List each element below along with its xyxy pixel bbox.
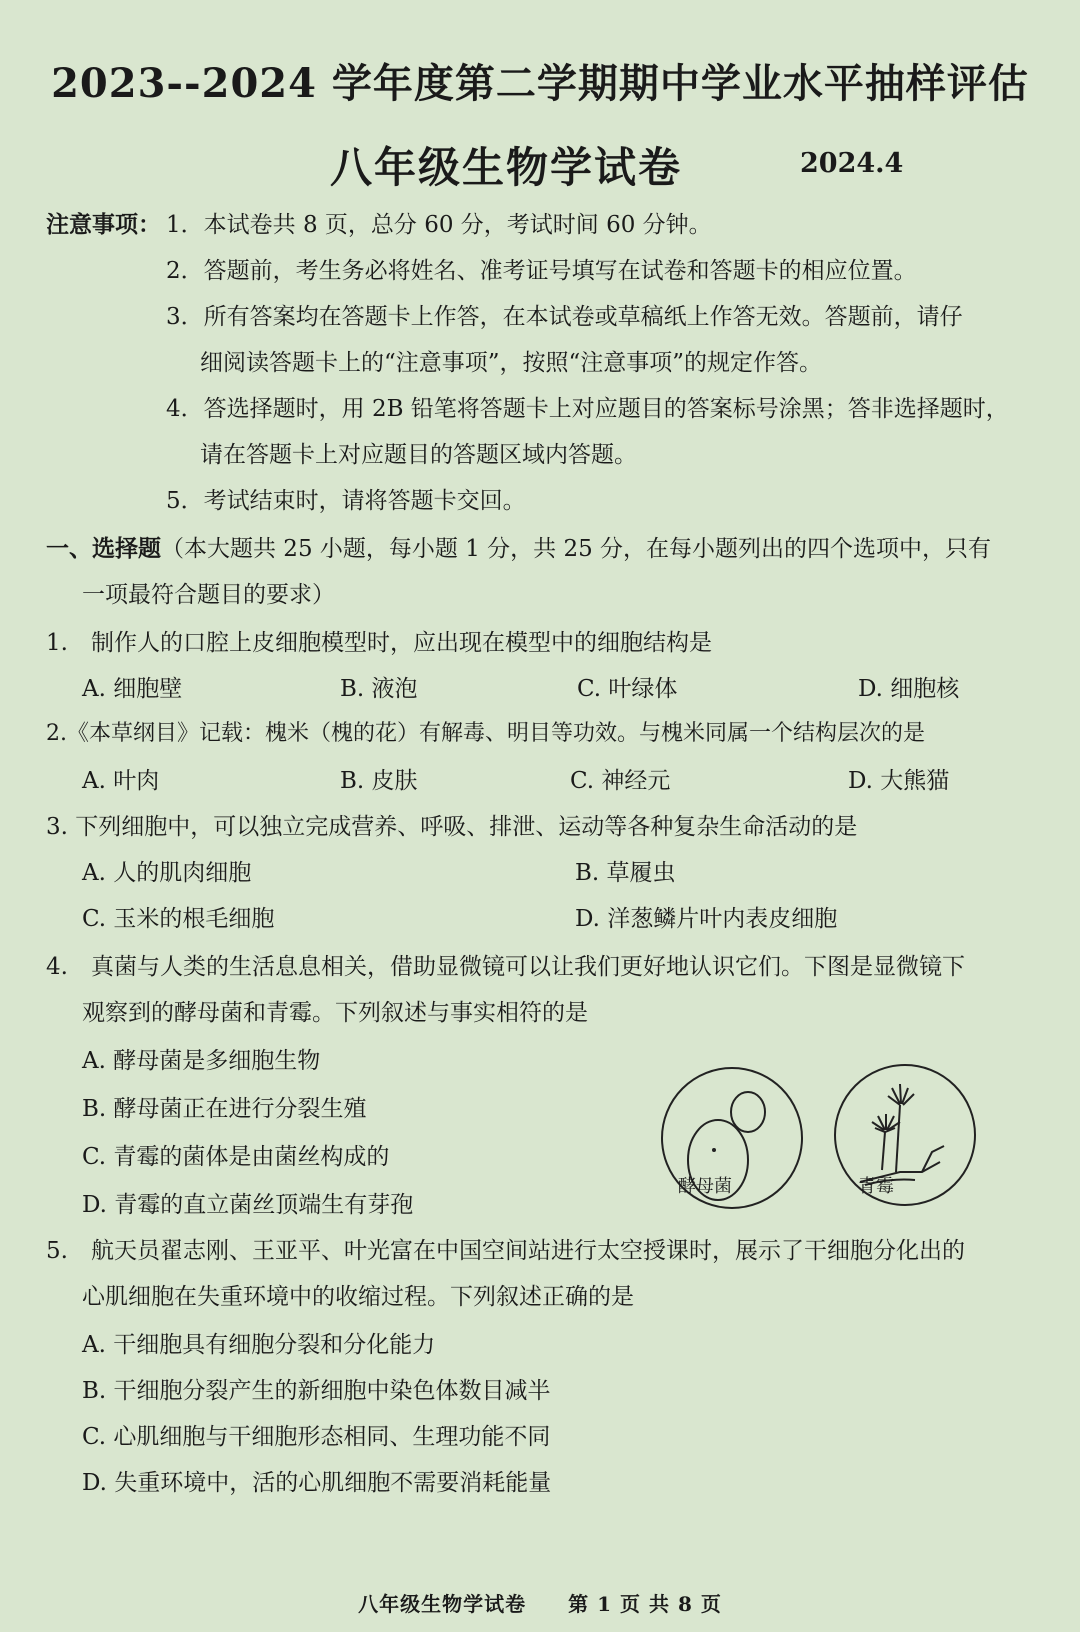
notes-label: 注意事项： bbox=[46, 211, 161, 238]
microscope-figure bbox=[660, 1060, 1000, 1250]
note-item: 3．所有答案均在答题卡上作答，在本试卷或草稿纸上作答无效。答题前，请仔 bbox=[166, 304, 963, 330]
option-b: B. 草履虫 bbox=[575, 860, 676, 886]
section-heading: 一、选择题 bbox=[46, 535, 161, 562]
note-item: 4．答选择题时，用 2B 铅笔将答题卡上对应题目的答案标号涂黑；答非选择题时， bbox=[166, 396, 1009, 422]
penicillium-view-circle bbox=[835, 1065, 975, 1205]
option-c: C. 叶绿体 bbox=[577, 676, 678, 702]
question-stem-cont: 心肌细胞在失重环境中的收缩过程。下列叙述正确的是 bbox=[82, 1284, 634, 1310]
yeast-penicillium-illustration bbox=[660, 1060, 1000, 1250]
penicillium-label: 青霉 bbox=[858, 1176, 894, 1197]
option-c: C. 玉米的根毛细胞 bbox=[82, 906, 275, 932]
option-d: D. 青霉的直立菌丝顶端生有芽孢 bbox=[82, 1192, 414, 1218]
option-b: B. 液泡 bbox=[340, 676, 418, 702]
page-footer: 八年级生物学试卷 第 1 页 共 8 页 bbox=[358, 1592, 722, 1616]
exam-subtitle: 八年级生物学试卷 bbox=[330, 143, 683, 192]
penicillium-hyphae bbox=[860, 1084, 944, 1185]
section-desc: （本大题共 25 小题，每小题 1 分，共 25 分，在每小题列出的四个选项中，只有 bbox=[161, 536, 992, 562]
option-b: B. 酵母菌正在进行分裂生殖 bbox=[82, 1096, 367, 1122]
note-item: 1．本试卷共 8 页，总分 60 分，考试时间 60 分钟。 bbox=[166, 212, 712, 238]
option-c: C. 神经元 bbox=[570, 768, 671, 794]
note-item: 细阅读答题卡上的“注意事项”，按照“注意事项”的规定作答。 bbox=[200, 350, 823, 376]
option-a: A. 细胞壁 bbox=[82, 676, 183, 702]
question-stem: 3. 下列细胞中，可以独立完成营养、呼吸、排泄、运动等各种复杂生命活动的是 bbox=[46, 814, 858, 840]
note-item: 5．考试结束时，请将答题卡交回。 bbox=[166, 488, 526, 514]
question-stem: 5. 航天员翟志刚、王亚平、叶光富在中国空间站进行太空授课时，展示了干细胞分化出的 bbox=[46, 1238, 965, 1264]
option-b: B. 皮肤 bbox=[340, 768, 418, 794]
exam-title: 2023--2024 学年度第二学期期中学业水平抽样评估 bbox=[51, 60, 1029, 107]
option-a: A. 叶肉 bbox=[82, 768, 160, 794]
question-stem: 4. 真菌与人类的生活息息相关，借助显微镜可以让我们更好地认识它们。下图是显微镜下 bbox=[46, 954, 965, 980]
option-a: A. 人的肌肉细胞 bbox=[82, 860, 252, 886]
exam-date: 2024.4 bbox=[800, 148, 904, 179]
section-desc-cont: 一项最符合题目的要求） bbox=[82, 582, 335, 608]
option-d: D. 洋葱鳞片叶内表皮细胞 bbox=[575, 906, 838, 932]
option-c: C. 心肌细胞与干细胞形态相同、生理功能不同 bbox=[82, 1424, 551, 1450]
yeast-label: 酵母菌 bbox=[678, 1176, 732, 1197]
option-a: A. 干细胞具有细胞分裂和分化能力 bbox=[82, 1332, 436, 1358]
option-d: D. 大熊猫 bbox=[848, 768, 950, 794]
question-stem: 1. 制作人的口腔上皮细胞模型时，应出现在模型中的细胞结构是 bbox=[46, 630, 712, 656]
option-d: D. 细胞核 bbox=[858, 676, 960, 702]
note-item: 请在答题卡上对应题目的答题区域内答题。 bbox=[200, 442, 637, 468]
option-a: A. 酵母菌是多细胞生物 bbox=[82, 1048, 321, 1074]
question-stem-cont: 观察到的酵母菌和青霉。下列叙述与事实相符的是 bbox=[82, 1000, 588, 1026]
note-item: 2．答题前，考生务必将姓名、准考证号填写在试卷和答题卡的相应位置。 bbox=[166, 258, 917, 284]
option-c: C. 青霉的菌体是由菌丝构成的 bbox=[82, 1144, 390, 1170]
question-stem: 2.《本草纲目》记载：槐米（槐的花）有解毒、明目等功效。与槐米同属一个结构层次的是 bbox=[46, 721, 925, 746]
option-d: D. 失重环境中，活的心肌细胞不需要消耗能量 bbox=[82, 1470, 552, 1496]
option-b: B. 干细胞分裂产生的新细胞中染色体数目减半 bbox=[82, 1378, 551, 1404]
section-heading-line bbox=[46, 530, 991, 563]
yeast-bud bbox=[731, 1092, 765, 1132]
